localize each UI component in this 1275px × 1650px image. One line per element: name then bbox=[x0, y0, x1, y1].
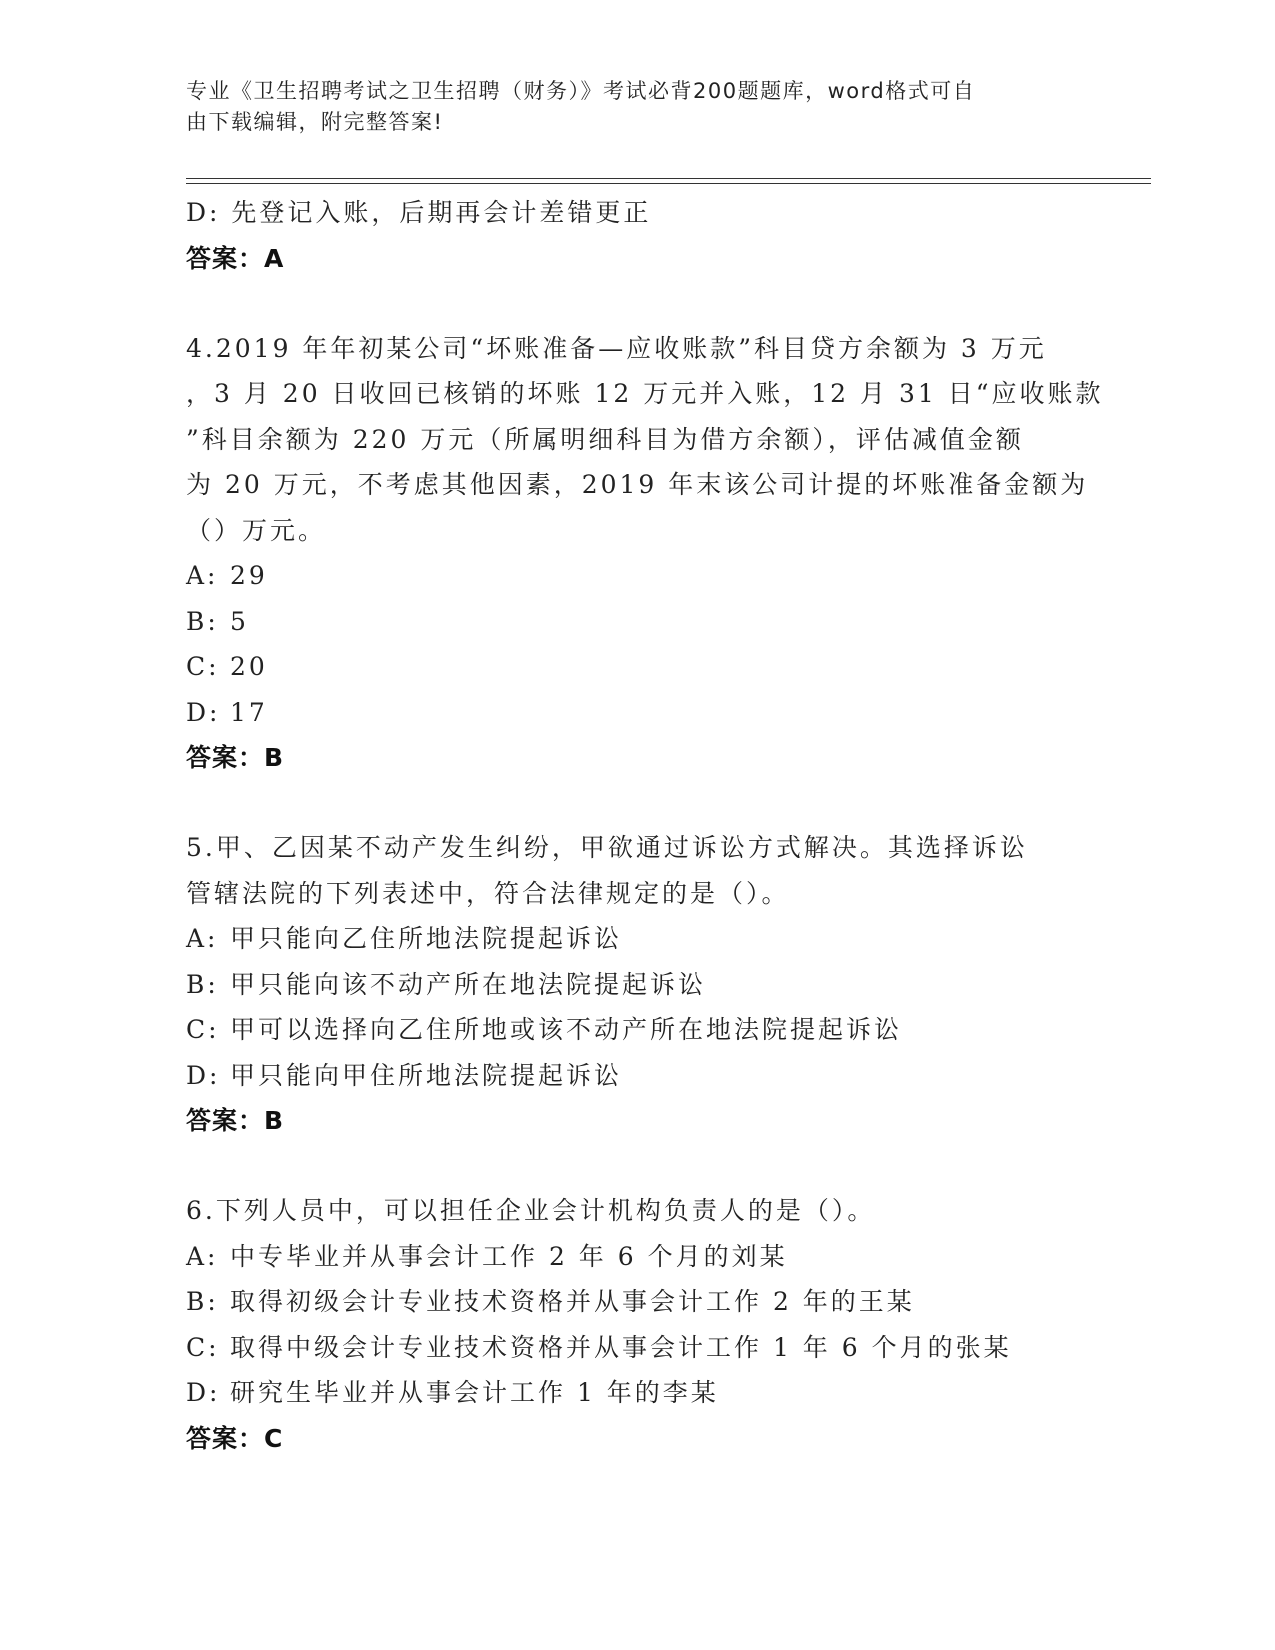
spacer bbox=[186, 282, 1086, 326]
option-key: D: bbox=[186, 1378, 221, 1407]
option-text: 20 bbox=[230, 652, 268, 681]
question-5-option-c bbox=[186, 1007, 1086, 1053]
option-key: A: bbox=[186, 924, 219, 953]
spacer bbox=[186, 781, 1086, 825]
header-divider-bottom bbox=[186, 183, 1151, 184]
option-key: C: bbox=[186, 1015, 220, 1044]
option-text: 甲只能向甲住所地法院提起诉讼 bbox=[230, 1060, 623, 1090]
option-text: 中专毕业并从事会计工作 2 年 6 个月的刘某 bbox=[230, 1241, 788, 1271]
option-text: 取得初级会计专业技术资格并从事会计工作 2 年的王某 bbox=[230, 1287, 915, 1316]
question-5-stem-line-2: 管辖法院的下列表述中，符合法律规定的是（）。 bbox=[186, 878, 790, 908]
document-body bbox=[186, 190, 1104, 1462]
question-4-stem-line-5: （）万元。 bbox=[186, 515, 327, 545]
document-header bbox=[186, 76, 1066, 138]
option-key: D: bbox=[186, 697, 221, 727]
question-4-option-c bbox=[186, 644, 1086, 690]
question-4-stem-line-1: 4.2019 年年初某公司“坏账准备—应收账款”科目贷方余额为 3 万元 bbox=[186, 333, 1047, 363]
option-key: B: bbox=[186, 606, 219, 636]
question-5-option-b bbox=[186, 962, 1086, 1008]
option-key: D: bbox=[186, 1060, 221, 1090]
option-text: 取得中级会计专业技术资格并从事会计工作 1 年 6 个月的张某 bbox=[230, 1332, 1012, 1362]
question-4-stem-line-4: 为 20 万元，不考虑其他因素，2019 年末该公司计提的坏账准备金额为 bbox=[186, 470, 1089, 499]
header-title-line-1: 专业《卫生招聘考试之卫生招聘（财务）》考试必背200题题库，word格式可自 bbox=[186, 79, 976, 103]
option-text: 甲只能向该不动产所在地法院提起诉讼 bbox=[230, 969, 707, 999]
question-6-option-c bbox=[186, 1325, 1086, 1371]
question-4-option-a bbox=[186, 553, 1086, 599]
option-key: A: bbox=[186, 1241, 219, 1271]
question-4-answer: 答案：B bbox=[186, 743, 285, 772]
question-6-option-d bbox=[186, 1370, 1086, 1416]
option-key: A: bbox=[186, 561, 219, 590]
question-4-stem-line-2: ，3 月 20 日收回已核销的坏账 12 万元并入账，12 月 31 日“应收账款 bbox=[186, 379, 1104, 408]
option-text: 5 bbox=[230, 606, 249, 636]
option-key: C: bbox=[186, 1332, 220, 1362]
spacer bbox=[186, 1144, 1086, 1188]
option-key: C: bbox=[186, 652, 220, 681]
option-text: 甲可以选择向乙住所地或该不动产所在地法院提起诉讼 bbox=[230, 1015, 903, 1044]
question-6-option-b bbox=[186, 1279, 1086, 1325]
option-key: B: bbox=[186, 1287, 219, 1316]
question-6 bbox=[186, 1188, 1086, 1462]
option-text: 29 bbox=[230, 561, 268, 590]
question-5 bbox=[186, 825, 1086, 1144]
option-key: B: bbox=[186, 969, 219, 999]
question-4-option-d bbox=[186, 690, 1086, 736]
continued-answer: 答案：A bbox=[186, 243, 285, 273]
question-5-stem-line-1: 5.甲、乙因某不动产发生纠纷，甲欲通过诉讼方式解决。其选择诉讼 bbox=[186, 833, 1028, 862]
question-4-stem-line-3: ”科目余额为 220 万元（所属明细科目为借方余额），评估减值金额 bbox=[186, 424, 1024, 454]
option-text: 17 bbox=[230, 697, 268, 727]
question-6-stem-line-1: 6.下列人员中，可以担任企业会计机构负责人的是（）。 bbox=[186, 1196, 876, 1225]
question-6-option-a bbox=[186, 1234, 1086, 1280]
question-5-option-d bbox=[186, 1053, 1086, 1099]
question-6-answer: 答案：C bbox=[186, 1423, 284, 1453]
question-4-option-b bbox=[186, 599, 1086, 645]
question-4 bbox=[186, 326, 1104, 782]
question-5-answer: 答案：B bbox=[186, 1106, 285, 1135]
option-text: 甲只能向乙住所地法院提起诉讼 bbox=[230, 924, 623, 953]
question-5-option-a bbox=[186, 916, 1086, 962]
header-divider-top bbox=[186, 178, 1151, 179]
continued-option-d: D: 先登记入账，后期再会计差错更正 bbox=[186, 198, 652, 227]
option-text: 研究生毕业并从事会计工作 1 年的李某 bbox=[230, 1378, 719, 1407]
header-title-line-2: 由下载编辑，附完整答案! bbox=[186, 110, 444, 134]
